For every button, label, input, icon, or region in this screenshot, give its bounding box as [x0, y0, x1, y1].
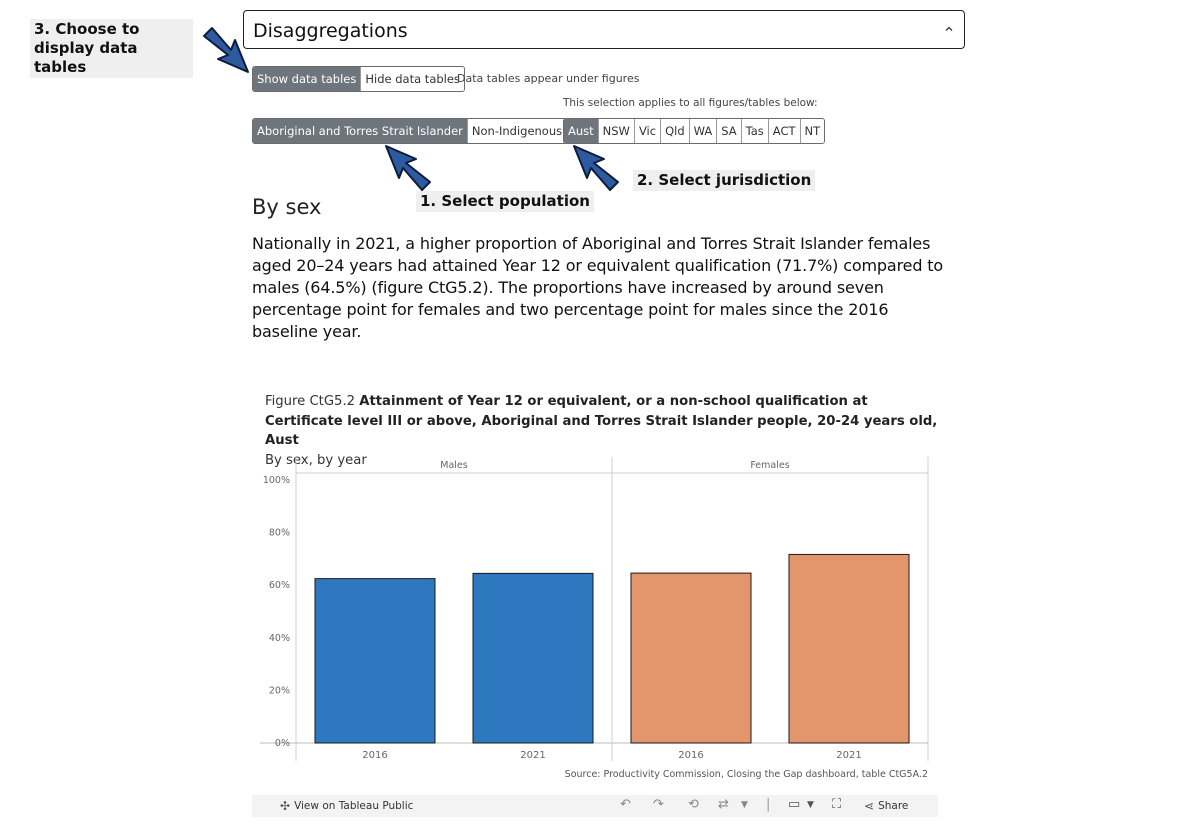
jurisdiction-option-aust[interactable]: Aust: [564, 119, 599, 143]
figure-subtitle: By sex, by year: [265, 452, 367, 468]
x-tick-label: 2016: [678, 750, 704, 761]
share-icon: ⋖: [864, 799, 875, 813]
share-button[interactable]: [864, 799, 908, 813]
x-tick-label: 2021: [836, 750, 862, 761]
view-on-tableau-link[interactable]: [280, 799, 413, 813]
bar-chart: [250, 452, 940, 767]
jurisdiction-option-act[interactable]: ACT: [769, 119, 801, 143]
caret-down-icon[interactable]: ▼: [741, 800, 748, 810]
panel-header-label: Males: [440, 460, 468, 471]
revert-icon[interactable]: ⟲: [688, 797, 699, 812]
selection-note: This selection applies to all figures/tables below:: [563, 97, 818, 109]
panel-header-label: Females: [750, 460, 790, 471]
bar: [631, 573, 751, 743]
y-tick-label: 20%: [268, 685, 290, 697]
tableau-toolbar: [252, 795, 938, 817]
undo-icon[interactable]: ↶: [620, 797, 631, 812]
population-option-non-indigenous[interactable]: Non-Indigenous: [468, 119, 566, 143]
share-label: Share: [878, 800, 909, 812]
section-paragraph: Nationally in 2021, a higher proportion of Aboriginal and Torres Strait Islander females aged 20–24 years had attained Year 12 or equivalent qualification (71.7%) compared to males (64.5%) (figure CtG5.2). The proportions have increased by around seven percentage point for females and two percentage point for males since the 2016 baseline year.: [252, 234, 944, 341]
bar: [789, 554, 909, 743]
comment-icon[interactable]: ▭: [788, 797, 801, 812]
x-tick-label: 2016: [362, 750, 388, 761]
y-tick-label: 40%: [268, 632, 290, 644]
y-tick-label: 0%: [274, 738, 290, 749]
tableau-logo-icon: ✣: [280, 799, 291, 813]
caret-down-icon[interactable]: ▼: [807, 800, 814, 810]
bar: [315, 579, 435, 743]
arrow-icon: [386, 146, 430, 190]
figure-title: Attainment of Year 12 or equivalent, or a non-school qualification at Certificate level III or above, Aboriginal and Torres Strait Islander people, 20-24 years old, Aust: [265, 394, 938, 448]
bar: [473, 573, 593, 743]
jurisdiction-option-nt[interactable]: NT: [801, 119, 825, 143]
jurisdiction-option-nsw[interactable]: NSW: [599, 119, 635, 143]
y-tick-label: 60%: [268, 580, 290, 592]
jurisdiction-option-sa[interactable]: SA: [717, 119, 741, 143]
figure-source: Source: Productivity Commission, Closing the Gap dashboard, table CtG5A.2: [564, 769, 928, 780]
jurisdiction-option-wa[interactable]: WA: [690, 119, 718, 143]
arrow-icon: [204, 28, 248, 72]
fullscreen-icon[interactable]: ⛶: [832, 797, 842, 812]
accordion-title: Disaggregations: [253, 20, 408, 42]
figure-label: Figure CtG5.2: [265, 394, 356, 409]
redo-icon[interactable]: ↷: [653, 797, 664, 812]
view-on-tableau-label: View on Tableau Public: [294, 800, 414, 812]
x-tick-label: 2021: [520, 750, 546, 761]
jurisdiction-option-qld[interactable]: Qld: [661, 119, 690, 143]
callout-select-jurisdiction: 2. Select jurisdiction: [633, 170, 815, 191]
refresh-icon[interactable]: ⇄: [718, 797, 729, 812]
arrow-icon: [574, 146, 618, 190]
jurisdiction-option-vic[interactable]: Vic: [635, 119, 661, 143]
hide-data-tables-button[interactable]: Hide data tables: [361, 67, 464, 91]
y-tick-label: 100%: [262, 475, 290, 486]
data-tables-note: Data tables appear under figures: [457, 72, 640, 85]
divider-icon: |: [766, 797, 771, 812]
section-heading: By sex: [252, 195, 322, 219]
population-option-aboriginal[interactable]: Aboriginal and Torres Strait Islander: [253, 119, 468, 143]
show-data-tables-button[interactable]: Show data tables: [253, 67, 361, 91]
callout-select-population: 1. Select population: [416, 191, 594, 212]
jurisdiction-option-tas[interactable]: Tas: [742, 119, 769, 143]
y-tick-label: 80%: [268, 527, 290, 539]
callout-choose-tables: 3. Choose to display data tables: [30, 19, 193, 78]
